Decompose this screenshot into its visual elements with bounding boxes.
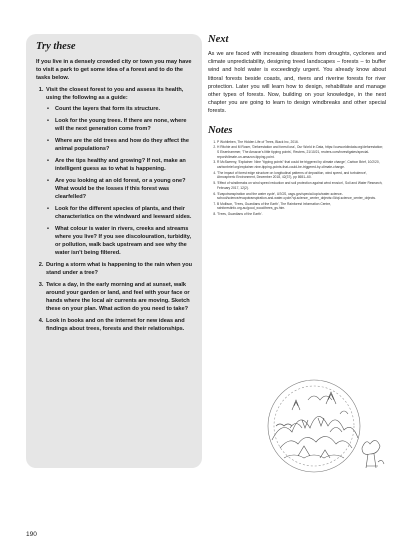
- note-item: 3. R McSweeny, 'Explainer: Nine "tipping points" that could be triggered by climate change', Carbon Brief, 10/2/20, carbonbrief.org/explainer-nine-tipping-points-that-could-be-triggered-by-climate-change.: [217, 160, 386, 169]
- notes-list: [208, 140, 386, 217]
- try-these-panel: [26, 34, 202, 468]
- task-item: 4. Look in books and on the internet for new ideas and findings about trees, forests and their relationships.: [45, 317, 194, 333]
- task-text: Visit the closest forest to you and assess its health, using the following as a guide:: [46, 87, 184, 101]
- note-item: 5. 'Effect of windbreaks on wind speed reduction and soil protection against wind erosion', Soil and Water Research, February 2017, 12(2).: [217, 181, 386, 190]
- next-title: Next: [208, 34, 229, 45]
- task-item: 3. Twice a day, in the early morning and at sunset, walk around your garden or land, and feel with your face or hands where the local air currents are moving. Sketch these on your plan. What action do you need to take?: [45, 281, 194, 313]
- right-column: [208, 34, 386, 218]
- notes-title: Notes: [208, 124, 233, 136]
- forest-sketch-illustration: [232, 370, 392, 480]
- next-body: As we are faced with increasing disasters from droughts, cyclones and climate unpredictability, designing treed landscapes – forests – to buffer wind and hold water is exceedingly urgent. You already know about littoral forests beside coasts, and, rivers and riverine forests for river protection. Later you will learn how to design, rehabilitate and manage other types of forests. Now, building on your knowledge, in the next chapter you are going to learn to design windbreaks and other special forests.: [208, 51, 386, 115]
- note-item: 7. B Mollison, 'Trees, Guardians of the Earth', The Rainforest Information Centre, rainforestinfo.org.au/good_wood/trees_gs.htm.: [217, 202, 386, 211]
- guide-item: • Look for the young trees. If there are none, where will the next generation come from?: [55, 117, 194, 133]
- try-these-intro: If you live in a densely crowded city or town you may have to visit a park to get some idea of a forest and to do the tasks below.: [36, 59, 192, 81]
- guide-item: • Are the tips healthy and growing? If not, make an intelligent guess as to what is happening.: [55, 157, 194, 173]
- task-list: [36, 86, 194, 333]
- task-item: [45, 86, 194, 257]
- try-these-title: Try these: [36, 41, 76, 52]
- task-item: 2. During a storm what is happening to the rain when you stand under a tree?: [45, 261, 194, 277]
- page-number: 190: [26, 531, 37, 538]
- note-item: 6. 'Evapotranspiration and the water cycle', USGS, usgs.gov/special-topic/water-science-school/science/evapotranspiration-and-water-cycle?qt-science_center_objects=0#qt-science_center_objects.: [217, 192, 386, 201]
- note-item: 4. 'The impact of forest edge structure on longitudinal patterns of deposition, wind speed, and turbulence', Atmospheric Environment, December 2018, 42(37), pp 8651–60.: [217, 171, 386, 180]
- health-guide-list: [46, 105, 194, 257]
- guide-item: • Count the layers that form its structure.: [55, 105, 194, 113]
- note-item: 8. 'Trees, Guardians of the Earth'.: [217, 212, 386, 217]
- note-item: 2. H Ritchie and M Roser, 'Deforestation and forest loss', Our World in Data, https://ourworldindata.org/deforestation; S Eisenhammer, 'The Amazon's little tipping points', Reuters, 21/10/21, reuters.com/investigates/special-report/climate-un-amazon-tipping-point.: [217, 145, 386, 159]
- guide-item: • Are you looking at an old forest, or a young one? What would be the losses if this forest was clearfelled?: [55, 177, 194, 201]
- guide-item: • What colour is water in rivers, creeks and streams where you live? If you see discolouration, turbidity, or pollution, walk back upstream and see why the water isn't being filtered.: [55, 225, 194, 257]
- note-item: 1. P Wohlleben, The Hidden Life of Trees, Black Inc, 2016.: [217, 140, 386, 145]
- guide-item: • Where are the old trees and how do they affect the animal populations?: [55, 137, 194, 153]
- guide-item: • Look for the different species of plants, and their characteristics on the windward and leeward sides.: [55, 205, 194, 221]
